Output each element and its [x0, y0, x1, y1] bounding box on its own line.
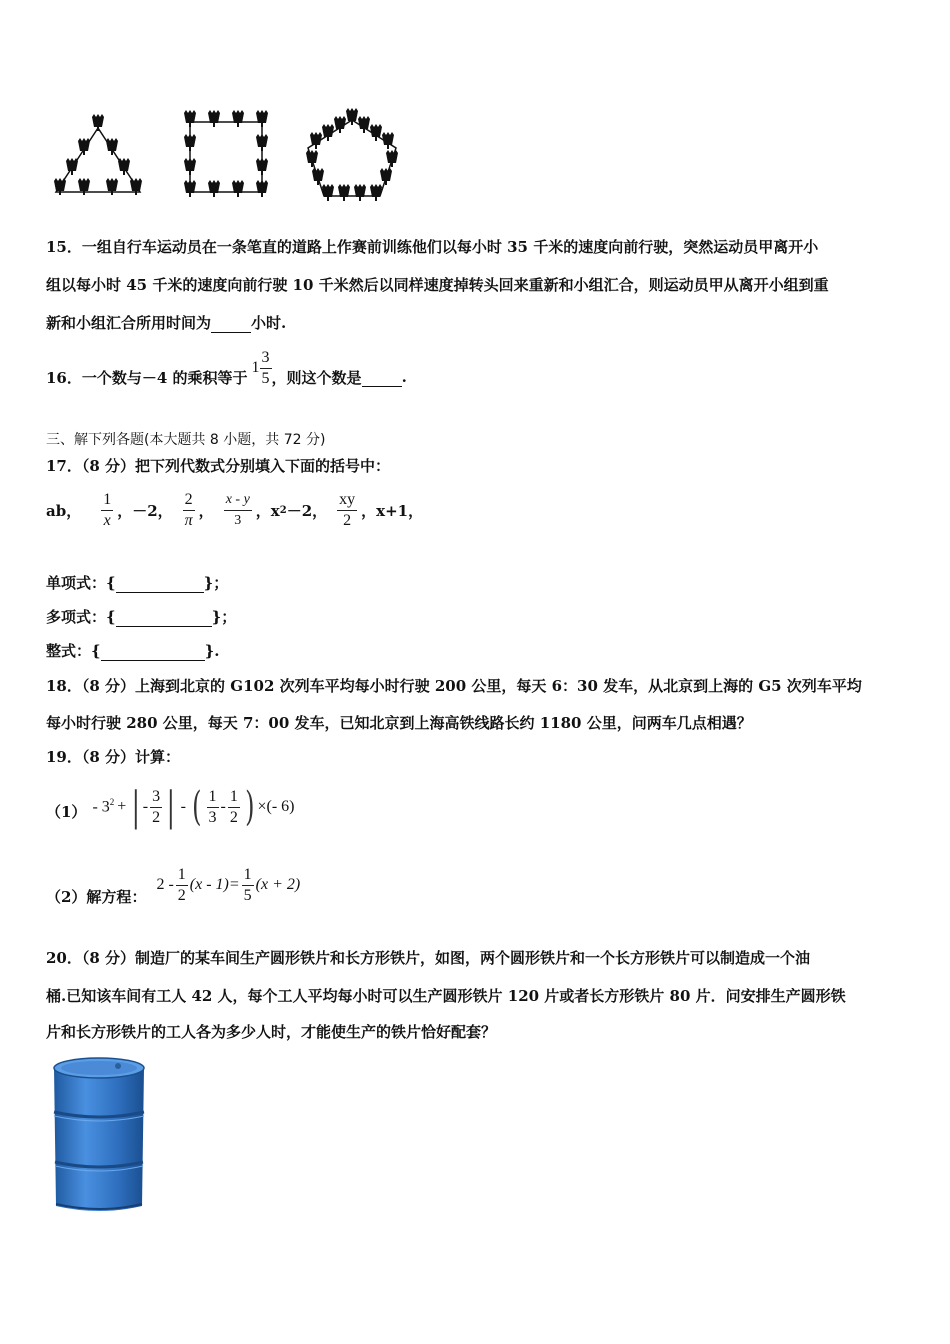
pot-figures: [46, 108, 416, 208]
q17-monomial-row: [46, 572, 228, 593]
q17-frac1-den: x: [103, 511, 111, 529]
q15-line1: 15．一组自行车运动员在一条笔直的道路上作赛前训练他们以每小时 35 千米的速度向前行驶，突然运动员甲离开小: [46, 238, 819, 256]
q15-answer-blank[interactable]: [211, 314, 251, 333]
q17-frac-xy-over-2: [337, 490, 357, 531]
q19-p1-neg: -: [142, 798, 149, 815]
q17-monomial-label: 单项式：{: [46, 574, 116, 592]
q19-p1-frac1: [150, 787, 162, 828]
q18-line1: 18．（8 分）上海到北京的 G102 次列车平均每小时行驶 200 公里，每天 6：30 发车，从北京到上海的 G5 次列车平均: [46, 677, 862, 695]
q19-p2-f1n: 1: [176, 865, 188, 886]
q17-integral-blank[interactable]: [101, 642, 205, 661]
q17-head: 17．（8 分）把下列代数式分别填入下面的括号中：: [46, 457, 391, 475]
q15-line2: 组以每小时 45 千米的速度向前行驶 10 千米然后以同样速度掉转头回来重新和小组汇合，则运动员甲从离开小组到重: [46, 276, 829, 294]
q16-post: ，则这个数是: [271, 368, 362, 387]
q15-line3-post: 小时.: [251, 314, 287, 332]
q19-head: 19．（8 分）计算：: [46, 748, 181, 766]
q17-frac3-den: 3: [234, 512, 242, 528]
q19-p1-f2n: 1: [207, 787, 219, 808]
q17-frac2-den: π: [184, 511, 193, 529]
q17-frac2-num: 2: [183, 490, 195, 511]
q19-p1-bar-left: |: [131, 784, 141, 830]
q19-p2-frac2: [242, 865, 254, 906]
q19-p1-frac3: [228, 787, 240, 828]
q19-p1-frac2: [207, 787, 219, 828]
q17-frac-xy-over-3: [224, 490, 252, 531]
q17-sup2: 2: [279, 504, 287, 516]
q17-monomial-blank[interactable]: [116, 574, 204, 593]
q19-p2-b: (x - 1)=: [189, 876, 240, 893]
q16-frac-num: 3: [260, 348, 272, 369]
square-figure: [184, 110, 268, 197]
q17-integral-row: [46, 640, 220, 661]
q17-integral-end: }.: [204, 642, 220, 660]
q18-line2: 每小时行驶 280 公里，每天 7：00 发车，已知北京到上海高铁线路长约 1180 公里，问两车几点相遇？: [46, 714, 752, 732]
q17-frac1-num: 1: [101, 490, 113, 511]
q19-p1-f1n: 3: [150, 787, 162, 808]
q19-p1-minus: -: [180, 798, 186, 815]
q19-p1-a-text: - 3: [92, 798, 110, 816]
q20-line2: 桶.已知该车间有工人 42 人，每个工人平均每小时可以生产圆形铁片 120 片或者长方形铁片 80 片．问安排生产圆形铁: [46, 987, 846, 1005]
q16-pre: 16．一个数与－4 的乘积等于: [46, 368, 248, 387]
q17-frac-2-over-pi: [183, 490, 195, 531]
q19-p2-f2d: 5: [243, 886, 252, 904]
q19-p1-minus2: -: [220, 798, 226, 815]
q16-answer-blank[interactable]: [362, 368, 402, 387]
q19-p1-bar-right: |: [166, 784, 175, 830]
q17-polynomial-end: }；: [211, 608, 237, 626]
q16-frac-den: 5: [261, 369, 270, 387]
q19-p1-sup: 2: [109, 797, 115, 808]
q17-frac4-num: xy: [337, 490, 357, 511]
q19-p1-paren-left: (: [192, 784, 202, 830]
q19-part2-label: （2）解方程：: [46, 887, 147, 906]
q17-polynomial-label: 多项式：{: [46, 608, 116, 626]
q19-part1: [46, 780, 294, 834]
q19-p1-plus: +: [117, 798, 127, 815]
q16-end: .: [401, 368, 407, 386]
q19-p1-f3d: 2: [229, 808, 238, 826]
q17-frac3-num: x - y: [224, 490, 252, 511]
q20-line3: 片和长方形铁片的工人各为多少人时，才能使生产的铁片恰好配套？: [46, 1023, 497, 1041]
q19-p1-tail: ×(- 6): [257, 798, 295, 815]
q19-p1-paren-right: ): [244, 784, 255, 830]
triangle-figure: [54, 114, 142, 195]
q17-sep3b: －2，: [286, 501, 328, 520]
q17-ab: ab，: [46, 501, 82, 520]
pentagon-figure: [306, 108, 398, 201]
q20-line1: 20．（8 分）制造厂的某车间生产圆形铁片和长方形铁片，如图，两个圆形铁片和一个长方形铁片可以制造成一个油: [46, 949, 811, 967]
q16-mixed-fraction: [260, 348, 272, 389]
q19-p1-a: [92, 797, 114, 816]
q17-integral-label: 整式：{: [46, 642, 101, 660]
q17-expressions: [46, 486, 423, 534]
q17-monomial-end: }；: [203, 574, 229, 592]
oil-barrel-image: [48, 1054, 150, 1216]
q17-sep1: ，－2，: [117, 501, 173, 520]
q15-line3: [46, 312, 286, 333]
q19-p2-f1d: 2: [177, 886, 186, 904]
q15-line3-pre: 新和小组汇合所用时间为: [46, 314, 212, 332]
q16-mixed-whole: 1: [251, 359, 260, 376]
q19-p1-f2d: 3: [208, 808, 217, 826]
q17-polynomial-blank[interactable]: [116, 608, 212, 627]
q17-frac-1-over-x: [101, 490, 113, 531]
q16-line: [46, 346, 407, 390]
q19-p1-f1d: 2: [152, 808, 161, 826]
q19-part2: [46, 860, 300, 910]
q17-sep4: ，x+1，: [361, 501, 424, 520]
q19-p2-f2n: 1: [242, 865, 254, 886]
q19-part1-label: （1）: [46, 802, 87, 821]
q19-p2-frac1: [176, 865, 188, 906]
q19-p2-a: 2 -: [156, 876, 174, 893]
q17-sep2: ，: [198, 501, 214, 520]
q19-p1-f3n: 1: [228, 787, 240, 808]
section3-heading: 三、解下列各题(本大题共 8 小题，共 72 分): [46, 432, 326, 448]
q17-polynomial-row: [46, 606, 236, 627]
q17-frac4-den: 2: [343, 511, 352, 529]
q17-sep3: ，x: [255, 501, 280, 520]
q19-p2-c: (x + 2): [255, 876, 301, 893]
